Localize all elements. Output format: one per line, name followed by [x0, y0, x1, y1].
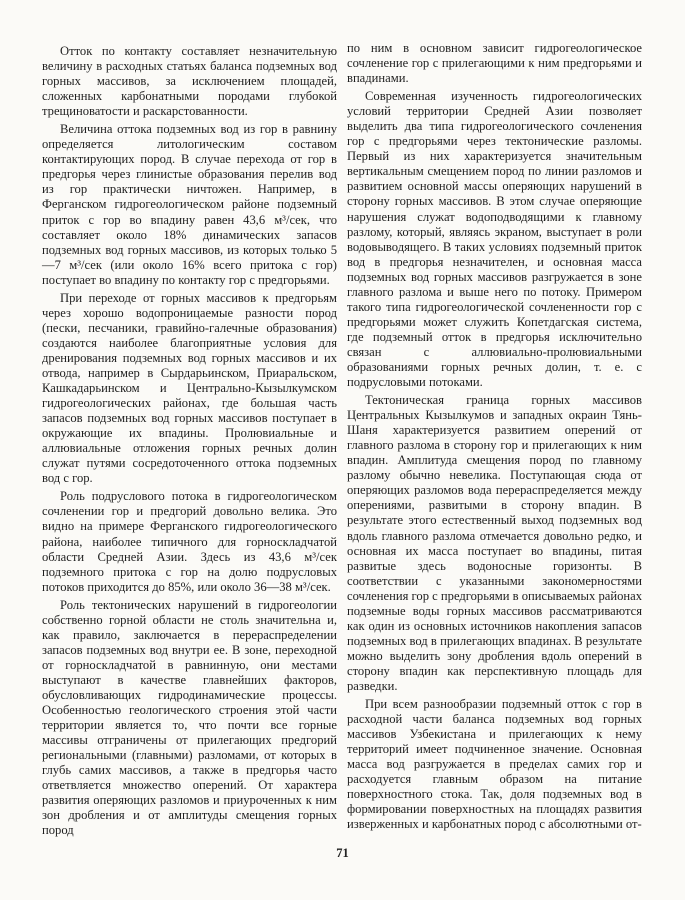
right-column	[347, 41, 642, 835]
paragraph: При переходе от горных массивов к предгорьям через хорошо водопроницаемые разности пород (пески, песчаники, гравийно-галечные образования) создаются наиболее благоприятные условия для дренирования подземных вод горных массивов и их отвода, например в Сырдарьинском, Приаральском, Кашкадарьинском и Центрально-Кызылкумском гидрогеологических районах, где большая часть запасов подземных вод горных массивов поступает в окружающие их впадины. Пролювиальные и аллювиальные отложения горных речных долин служат путями сосредоточенного оттока подземных вод с гор.	[42, 290, 337, 486]
page-number: 71	[336, 846, 349, 860]
paragraph: Величина оттока подземных вод из гор в равнину определяется литологическим составом контактирующих пород. В случае перехода от гор в предгорья через глинистые образования перелив вод из гор практически ничтожен. Например, в Ферганском гидрогеологическом районе подземный приток с гор во впадину равен 43,6 м³/сек, что составляет около 18% динамических запасов подземных вод горных массивов, из которых только 5—7 м³/сек (или около 16% всего притока с гор) поступает во впадину по контакту гор с предгорьями.	[42, 122, 337, 287]
paragraph: При всем разнообразии подземный отток с гор в расходной части баланса подземных вод горных массивов Узбекистана и прилегающих к нему территорий имеет подчиненное значение. Основная масса вод разгружается в пределах самих гор и расходуется главным образом на питание поверхностного стока. Так, доля подземных вод в формировании поверхностных на площадях развития изверженных и карбонатных пород с абсолютными от-	[347, 697, 642, 832]
paragraph: Роль тектонических нарушений в гидрогеологии собственно горной области не столь значительна и, как правило, заключается в перераспределении запасов подземных вод внутри ее. В зоне, переходной от горноскладчатой в равнинную, они местами выступают в качестве главнейших факторов, обусловливающих гидродинамические процессы. Особенностью геологического строения этой части территории является то, что почти все горные массивы отграничены от прилегающих предгорий региональными (главными) разломами, от которых в глубь самих массивов, а также в предгорья часто ответвляется множество оперений. От характера развития оперяющих разломов и приуроченных к ним зон дробления и от амплитуды смещения горных пород	[42, 597, 337, 838]
paragraph-continued: по ним в основном зависит гидрогеологическое сочленение гор с прилегающими к ним предгорьями и впадинами.	[347, 41, 642, 86]
paragraph: Современная изученность гидрогеологических условий территории Средней Азии позволяет выделить два типа гидрогеологического сочленения гор с предгорьями через тектонические разломы. Первый из них характеризуется значительным вертикальным смещением пород по линии разломов и развитием основной массы оперяющих нарушений в сторону горных массивов. В этом случае оперяющие нарушения служат водоподводящими к главному разлому, который, являясь экраном, выступает в роли водовыводящего. В таких условиях подземный приток вод в предгорья незначителен, и основная масса подземных вод горных массивов разгружается в зоне главного разлома и выше него по потоку. Примером такого типа гидрогеологической сочлененности гор с предгорьями может служить Копетдагская система, где подземный отток в предгорья исключительно связан с аллювиально-пролювиальными образованиями горных речных долин, т. е. с подрусловыми потоками.	[347, 89, 642, 390]
paragraph: Тектоническая граница горных массивов Центральных Кызылкумов и западных окраин Тянь-Шаня характеризуется развитием оперений от главного разлома в сторону гор и прилегающих к ним впадин. Амплитуда смещения пород по главному разлому обычно невелика. Поступающая сюда от оперяющих разломов вода перераспределяется между оперениями, развитыми в сторону впадин. В результате этого естественный выход подземных вод вдоль главного разлома отмечается довольно редко, и основная их масса поступает во впадины, питая развитые здесь водоносные горизонты. В соответствии с указанными закономерностями сочленения гор с предгорьями в описываемых районах подземные воды горных массивов рассматриваются как один из основных источников накопления запасов подземных вод в прилегающих впадинах. В результате можно выделить зону дробления вдоль оперений в сторону впадин как перспективную площадь для разведки.	[347, 393, 642, 693]
paragraph: Роль подруслового потока в гидрогеологическом сочленении гор и предгорий довольно велика. Это видно на примере Ферганского гидрогеологического района, наиболее типичного для горноскладчатой области Средней Азии. Здесь из 43,6 м³/сек подземного притока с гор на долю подрусловых потоков приходится до 85%, или около 36—38 м³/сек.	[42, 489, 337, 594]
paragraph: Отток по контакту составляет незначительную величину в расходных статьях баланса подземных вод горных массивов, за исключением площадей, сложенных карбонатными породами глубокой трещиноватости и раскарстованности.	[42, 44, 337, 119]
left-column	[42, 44, 337, 841]
